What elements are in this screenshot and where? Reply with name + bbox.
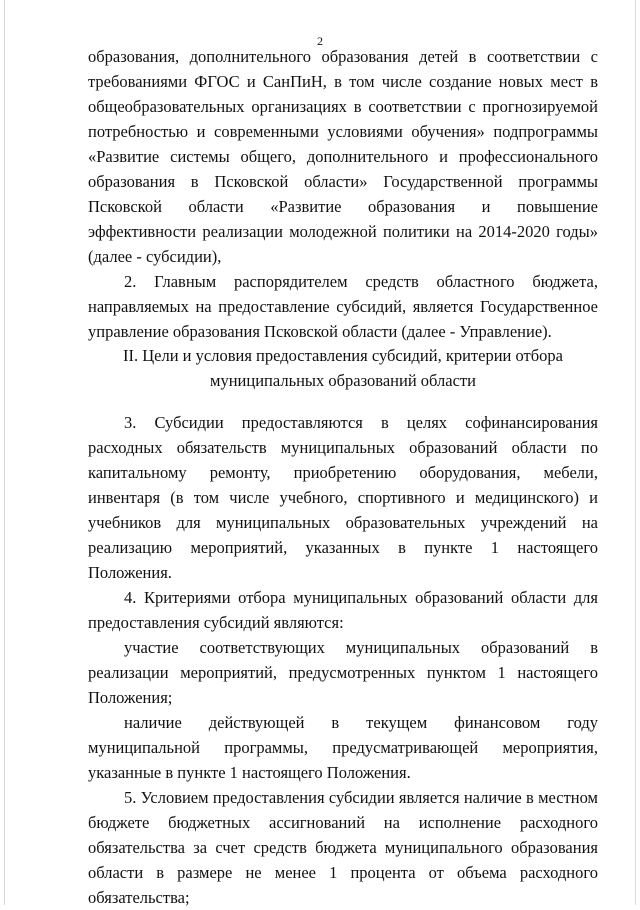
criterion-1-paragraph: участие соответствующих муниципальных образований в реализации мероприятий, предусмотренных пунктом 1 настоящего Положения; — [88, 638, 598, 707]
top-text-block — [88, 44, 598, 344]
section-heading-line-1: II. Цели и условия предоставления субсидий, критерии отбора — [123, 346, 563, 365]
item-2-paragraph: 2. Главным распорядителем средств областного бюджета, направляемых на предоставление субсидий, является Государственное управление образования Псковской области (далее - Управление). — [88, 272, 598, 341]
body-text-block — [88, 410, 598, 910]
scan-edge-right — [635, 0, 636, 905]
item-3-paragraph: 3. Субсидии предоставляются в целях софинансирования расходных обязательств муниципальных образований области по капитальному ремонту, приобретению оборудования, мебели, инвентаря (в том числе учебного, спортивного и медицинского) и учебников для муниципальных образовательных учреждений на реализацию мероприятий, указанных в пункте 1 настоящего Положения. — [88, 413, 598, 582]
section-heading-line-2: муниципальных образований области — [210, 371, 476, 390]
continuation-paragraph: образования, дополнительного образования детей в соответствии с требованиями ФГОС и СанПиН, в том числе создание новых мест в общеобразовательных организациях в соответствии с прогнозируемой потребностью и современными условиями обучения» подпрограммы «Развитие системы общего, дополнительного и профессионального образования в Псковской области» Государственной программы Псковской области «Развитие образования и повышение эффективности реализации молодежной политики на 2014-2020 годы» (далее - субсидии), — [88, 47, 598, 266]
scan-edge-left — [4, 0, 5, 905]
section-heading — [88, 343, 598, 393]
item-4-paragraph: 4. Критериями отбора муниципальных образований области для предоставления субсидий являются: — [88, 588, 598, 632]
item-5-paragraph: 5. Условием предоставления субсидии является наличие в местном бюджете бюджетных ассигнований на исполнение расходного обязательства за счет средств бюджета муниципального образования области в размере не менее 1 процента от объема расходного обязательства; — [88, 788, 598, 907]
criterion-2-paragraph: наличие действующей в текущем финансовом году муниципальной программы, предусматривающей мероприятия, указанные в пункте 1 настоящего Положения. — [88, 713, 598, 782]
page-number: 2 — [317, 34, 323, 48]
